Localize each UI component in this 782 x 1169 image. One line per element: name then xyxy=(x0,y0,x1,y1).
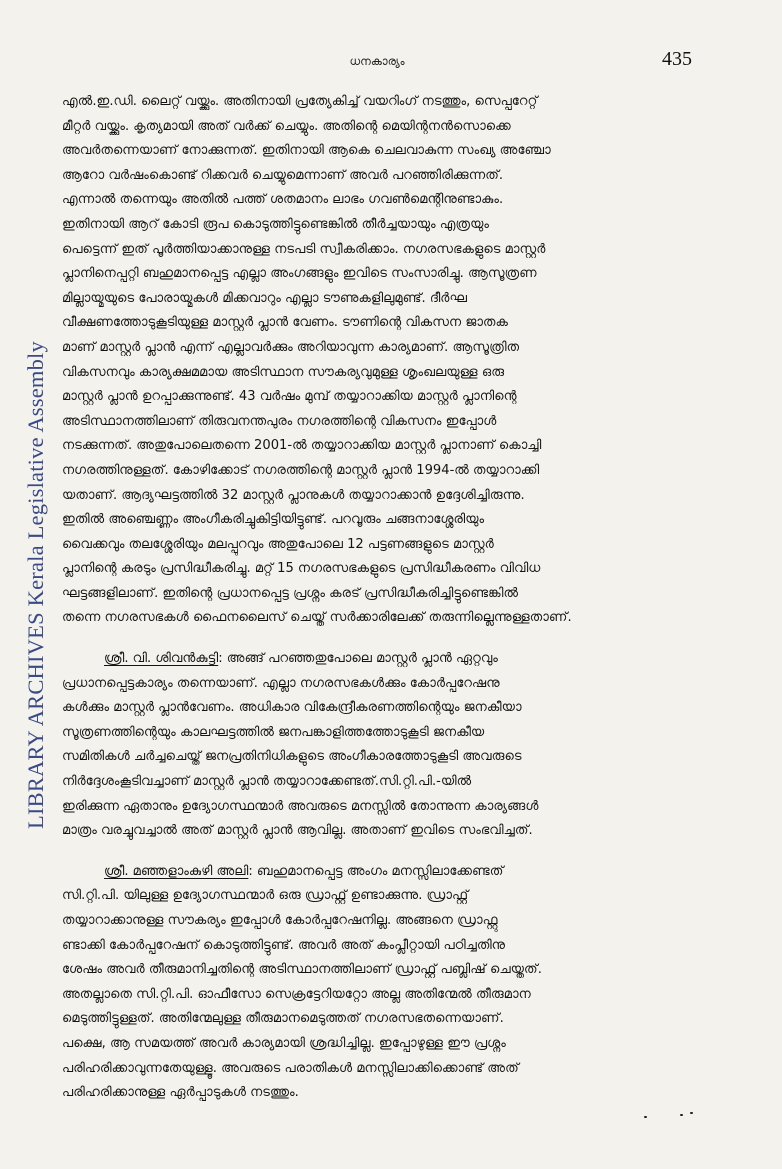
text-line: മെടുത്തിട്ടുള്ളത്. അതിന്മേലുള്ള തീരുമാനമെടുത്തത് നഗരസഭതന്നെയാണ്. xyxy=(62,1011,504,1027)
print-speck xyxy=(680,1114,683,1116)
text-line: ണ്ടാക്കി കോർപ്പറേഷന് കൊടുത്തിട്ടുണ്ട്. അവർ അത് കംപ്ലീറ്റായി പഠിച്ചതിനു xyxy=(62,937,506,953)
text-line: വീക്ഷണത്തോടുകൂടിയുള്ള മാസ്റ്റർ പ്ലാൻ വേണം. ടൗണിന്റെ വികസന ജാതക xyxy=(62,315,508,331)
text-line: മില്ലായ്മയുടെ പോരായ്മകൾ മിക്കവാറും എല്ലാ ടൗണുകളിലുമുണ്ട്. ദീർഘ xyxy=(62,290,468,306)
speaker-name: ശ്രീ. വി. ശിവൻകുട്ടി xyxy=(104,651,219,667)
paragraph-minister-reply-1 xyxy=(62,90,690,631)
text-line: പക്ഷെ, ആ സമയത്ത് അവർ കാര്യമായി ശ്രദ്ധിച്ചില്ല. ഇപ്പോഴുള്ള ഈ പ്രശ്നം xyxy=(62,1035,506,1051)
speech-start: : അങ്ങ് പറഞ്ഞതുപോലെ മാസ്റ്റർ പ്ലാൻ ഏറ്റവും xyxy=(218,651,498,667)
text-line: നഗരത്തിനുള്ളത്. കോഴിക്കോട് നഗരത്തിന്റെ മാസ്റ്റർ പ്ലാൻ 1994-ൽ തയ്യാറാക്കി xyxy=(62,462,540,478)
archive-watermark: LIBRARY ARCHIVES Kerala Legislative Assembly xyxy=(23,341,48,829)
print-speck xyxy=(644,1116,647,1118)
text-line: വൈക്കവും തലശ്ശേരിയും മലപ്പുറവും അതുപോലെ 12 പട്ടണങ്ങളുടെ മാസ്റ്റർ xyxy=(62,536,494,552)
text-line: യതാണ്. ആദ്യഘട്ടത്തിൽ 32 മാസ്റ്റർ പ്ലാനുകൾ തയ്യാറാക്കാൻ ഉദ്ദേശിച്ചിരുന്നു. xyxy=(62,487,525,503)
text-line: പ്ലാനിന്റെ കരടും പ്രസിദ്ധീകരിച്ചു. മറ്റ് 15 നഗരസഭകളുടെ പ്രസിദ്ധീകരണം വിവിധ xyxy=(62,561,541,577)
text-line: ഇരിക്കുന്ന ഏതാനും ഉദ്യോഗസ്ഥന്മാർ അവരുടെ മനസ്സിൽ തോന്നുന്ന കാര്യങ്ങൾ xyxy=(62,798,539,814)
text-line: മാസ്റ്റർ പ്ലാൻ ഉറപ്പാക്കുന്നുണ്ട്. 43 വർഷം മുമ്പ് തയ്യാറാക്കിയ മാസ്റ്റർ പ്ലാനിന്റെ xyxy=(62,389,517,405)
text-line: എൽ.ഇ.ഡി. ലൈറ്റ് വയ്ക്കും. അതിനായി പ്രത്യേകിച്ച് വയറിംഗ് നടത്തും, സെപ്പറേറ്റ് xyxy=(62,94,538,109)
text-line: അവർതന്നെയാണ് നോക്കുന്നത്. ഇതിനായി ആകെ ചെലവാകുന്ന സംഖ്യ അഞ്ചോ xyxy=(62,143,551,159)
text-line: മീറ്റർ വയ്ക്കും. കൃത്യമായി അത് വർക്ക് ചെയ്യും. അതിന്റെ മെയിന്റനൻസൊക്കെ xyxy=(62,118,511,134)
text-line: നടക്കുന്നത്. അതുപോലെതന്നെ 2001-ൽ തയ്യാറാക്കിയ മാസ്റ്റർ പ്ലാനാണ് കൊച്ചി xyxy=(62,438,542,454)
text-line: ആറോ വർഷംകൊണ്ട് റിക്കവർ ചെയ്യുമെന്നാണ് അവർ പറഞ്ഞിരിക്കുന്നത്. xyxy=(62,167,504,183)
text-line: പ്രധാനപ്പെട്ടകാര്യം തന്നെയാണ്. എല്ലാ നഗരസഭകൾക്കും കോർപ്പറേഷനു xyxy=(62,675,500,691)
text-line: എന്നാൽ തന്നെയും അതിൽ പത്ത് ശതമാനം ലാഭം ഗവൺമെന്റിനുണ്ടാകും. xyxy=(62,192,504,208)
text-line: മാത്രം വരച്ചുവച്ചാൽ അത് മാസ്റ്റർ പ്ലാൻ ആവില്ല. അതാണ് ഇവിടെ സംഭവിച്ചത്. xyxy=(62,823,533,839)
text-line: സി.റ്റി.പി. യിലുള്ള ഉദ്യോഗസ്ഥന്മാർ ഒരു ഡ്രാഫ്റ്റ് ഉണ്ടാക്കുന്നു. ഡ്രാഫ്റ്റ് xyxy=(62,888,469,904)
text-line: തയ്യാറാക്കാനുള്ള സൗകര്യം ഇപ്പോൾ കോർപ്പറേഷനില്ല. അങ്ങനെ ഡ്രാഫ്റ്റു xyxy=(62,913,498,928)
text-line: പ്ലാനിനെപ്പറ്റി ബഹുമാനപ്പെട്ട എല്ലാ അംഗങ്ങളും ഇവിടെ സംസാരിച്ചു. ആസൂത്രണ xyxy=(62,266,537,282)
speech-start: : ബഹുമാനപ്പെട്ട അംഗം മനസ്സിലാക്കേണ്ടത് xyxy=(248,863,504,879)
text-line: സമിതികൾ ചർച്ചചെയ്ത് ജനപ്രതിനിധികളുടെ അംഗീകാരത്തോടുകൂടി അവരുടെ xyxy=(62,749,522,765)
text-line xyxy=(62,860,690,885)
text-line: തന്നെ നഗരസഭകൾ ഫൈനലൈസ് ചെയ്ത് സർക്കാരിലേക്ക് തരുന്നില്ലെന്നുള്ളതാണ്. xyxy=(62,610,572,626)
text-line: അടിസ്ഥാനത്തിലാണ് തിരുവനന്തപുരം നഗരത്തിന്റെ വികസനം ഇപ്പോൾ xyxy=(62,413,497,429)
text-line: പെട്ടെന്ന് ഇത് പൂർത്തിയാക്കാനുള്ള നടപടി സ്വീകരിക്കാം. നഗരസഭകളുടെ മാസ്റ്റർ xyxy=(62,241,546,257)
paragraph-sivankutty xyxy=(62,647,690,844)
print-speck xyxy=(690,1112,693,1114)
body-text xyxy=(62,90,690,1106)
text-line: കൾക്കും മാസ്റ്റർ പ്ലാൻവേണം. അധികാര വികേന്ദ്രീകരണത്തിന്റെയും ജനകീയാ xyxy=(62,700,522,716)
text-line: പരിഹരിക്കാനുള്ള ഏർപ്പാടുകൾ നടത്തും. xyxy=(62,1085,299,1101)
text-line: അതല്ലാതെ സി.റ്റി.പി. ഓഫീസോ സെക്രട്ടേറിയറ്റോ അല്ല അതിന്മേൽ തീരുമാന xyxy=(62,986,531,1002)
text-line: പരിഹരിക്കാവുന്നതേയുള്ളൂ. അവരുടെ പരാതികൾ മനസ്സിലാക്കിക്കൊണ്ട് അത് xyxy=(62,1060,519,1076)
page-number: 435 xyxy=(662,48,692,70)
text-line: ശേഷം അവർ തീരുമാനിച്ചതിന്റെ അടിസ്ഥാനത്തിലാണ് ഡ്രാഫ്റ്റ് പബ്ലിഷ് ചെയ്തത്. xyxy=(62,962,542,978)
paragraph-manjalamkuzhi-ali xyxy=(62,860,690,1106)
text-line: ഇതിനായി ആറ് കോടി രൂപ കൊടുത്തിട്ടുണ്ടെങ്കിൽ തീർച്ചയായും എത്രയും xyxy=(62,216,489,232)
text-line: മാണ് മാസ്റ്റർ പ്ലാൻ എന്ന് എല്ലാവർക്കും അറിയാവുന്ന കാര്യമാണ്. ആസൂത്രിത xyxy=(62,339,520,355)
text-line: ഘട്ടങ്ങളിലാണ്. ഇതിന്റെ പ്രധാനപ്പെട്ട പ്രശ്നം കരട് പ്രസിദ്ധീകരിച്ചിട്ടുണ്ടെങ്കിൽ xyxy=(62,585,519,601)
running-title: ധനകാര്യം xyxy=(349,54,405,68)
text-line: സൂത്രണത്തിന്റെയും കാലഘട്ടത്തിൽ ജനപങ്കാളിത്തത്തോടുകൂടി ജനകീയ xyxy=(62,724,485,740)
text-line: നിർദ്ദേശംകൂടിവച്ചാണ് മാസ്റ്റർ പ്ലാൻ തയ്യാറാക്കേണ്ടത്.സി.റ്റി.പി.-യിൽ xyxy=(62,774,472,790)
page-header xyxy=(62,48,692,78)
text-line xyxy=(62,647,690,672)
text-line: വികസനവും കാര്യക്ഷമമായ അടിസ്ഥാന സൗകര്യവുമുള്ള ശൃംഖലയുള്ള ഒരു xyxy=(62,364,505,380)
text-line: ഇതിൽ അഞ്ചെണ്ണം അംഗീകരിച്ചുകിട്ടിയിട്ടുണ്ട്. പറവൂരും ചങ്ങനാശ്ശേരിയും xyxy=(62,512,485,528)
print-specks xyxy=(640,1110,720,1130)
speaker-name: ശ്രീ. മഞ്ഞളാംകുഴി അലി xyxy=(104,863,249,879)
